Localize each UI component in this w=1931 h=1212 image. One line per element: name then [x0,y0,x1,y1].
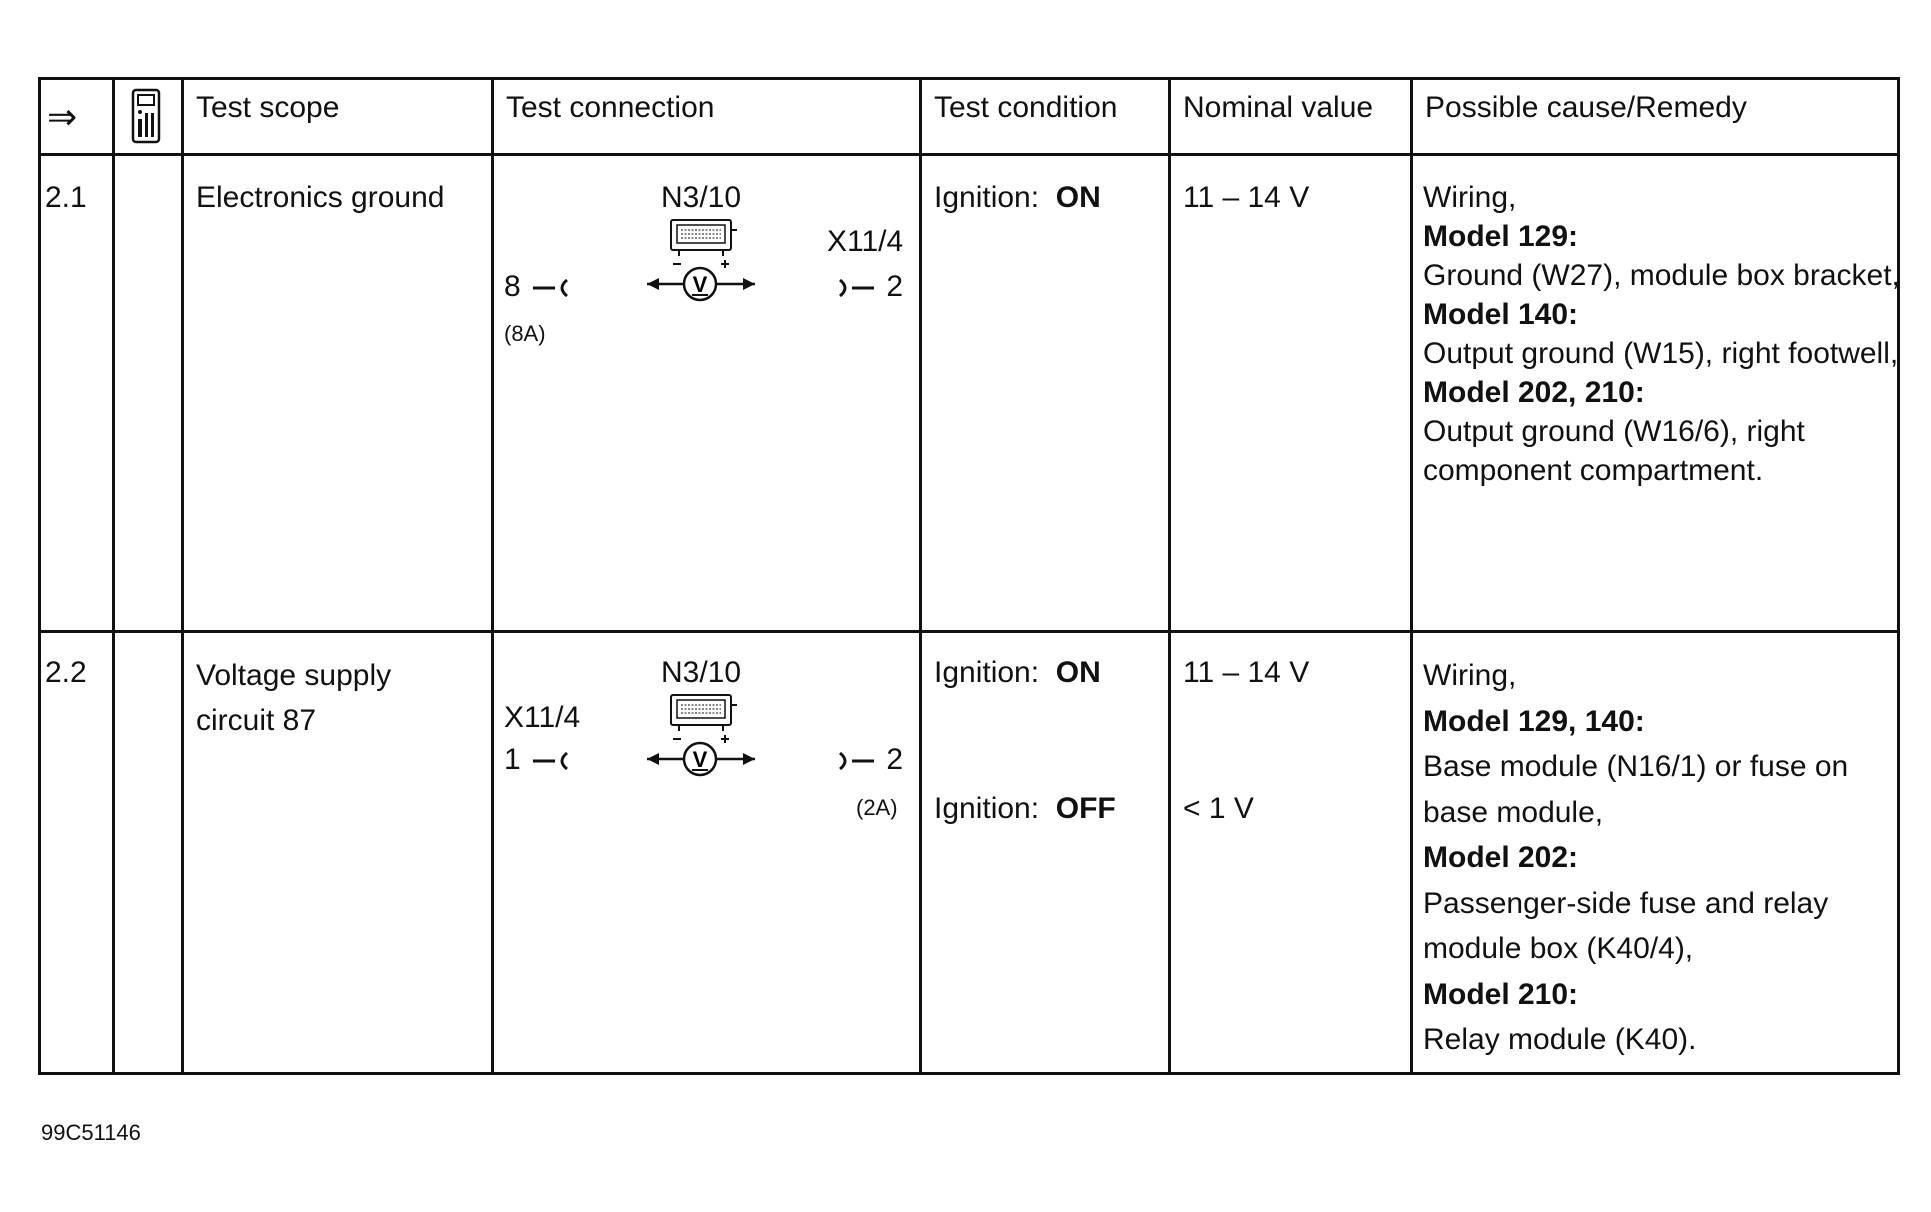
col-divider [919,80,922,1072]
control-module-icon [671,220,737,256]
svg-text:V: V [692,272,708,297]
plug-right-icon [834,749,878,773]
col-divider [491,80,494,1072]
control-module-icon [671,695,737,731]
cause-model-heading: Model 202, 210: [1423,376,1645,409]
test-condition: Ignition: ON [934,656,1101,689]
svg-text:V: V [692,747,708,772]
cause-line: Relay module (K40). [1423,1023,1697,1056]
right-pin-note: (2A) [856,795,898,820]
plug-left-icon [529,276,573,300]
cause-model-heading: Model 210: [1423,977,1579,1011]
plug-left-icon [529,749,573,773]
header-test-condition: Test condition [934,91,1118,124]
cause-model-heading: Model 129, 140: [1423,704,1645,738]
voltmeter-icon [647,735,755,775]
header-possible-cause: Possible cause/Remedy [1425,91,1747,124]
row-step-number: 2.1 [45,181,87,214]
row-test-scope: Voltage supply circuit 87 [196,659,392,737]
cause-model-heading: Model 129: [1423,220,1579,253]
cause-line: Wiring, [1423,659,1517,692]
row-step-number: 2.2 [45,656,87,689]
connector-label: X11/4 [504,701,581,734]
row-test-scope: Electronics ground [196,181,445,214]
tester-icon [127,88,165,154]
header-test-scope: Test scope [196,91,340,124]
col-divider [181,80,184,1072]
figure-id: 99C51146 [41,1120,141,1145]
left-pin: 1 [504,740,573,779]
cause-model-heading: Model 202: [1423,841,1579,874]
possible-cause [1423,653,1903,1063]
nominal-value: < 1 V [1183,792,1254,825]
device-label: N3/10 [661,181,742,214]
nominal-value: 11 – 14 V [1183,656,1310,689]
possible-cause [1423,178,1903,490]
col-divider [1410,80,1413,1072]
cause-model-heading: Model 140: [1423,298,1579,331]
right-pin: 2 [834,267,903,306]
cause-line: Output ground (W15), right footwell, [1423,337,1899,370]
cause-line: Passenger-side fuse and relay module box (K40/4), [1423,886,1829,965]
device-label: N3/10 [661,656,742,689]
voltmeter-diagram [645,693,765,798]
connector-label: X11/4 [827,225,904,258]
voltmeter-diagram [645,218,765,323]
header-nominal-value: Nominal value [1183,91,1374,124]
test-condition: Ignition: ON [934,181,1101,214]
left-pin-note: (8A) [504,321,546,346]
cause-line: Output ground (W16/6), right component compartment. [1423,415,1805,487]
row-divider [41,153,1897,156]
plug-right-icon [834,276,878,300]
right-pin: 2 [834,740,903,779]
col-divider [1168,80,1171,1072]
col-divider [112,80,115,1072]
cause-line: Base module (N16/1) or fuse on base module, [1423,750,1849,829]
cause-line: Wiring, [1423,181,1517,214]
left-pin: 8 [504,267,573,306]
header-test-connection: Test connection [506,91,715,124]
test-condition: Ignition: OFF [934,792,1116,825]
cause-line: Ground (W27), module box bracket, [1423,259,1900,292]
test-table [38,77,1900,1075]
nominal-value: 11 – 14 V [1183,181,1310,214]
header-arrow: ⇒ [47,96,78,137]
voltmeter-icon [647,260,755,300]
row-divider [41,630,1897,633]
